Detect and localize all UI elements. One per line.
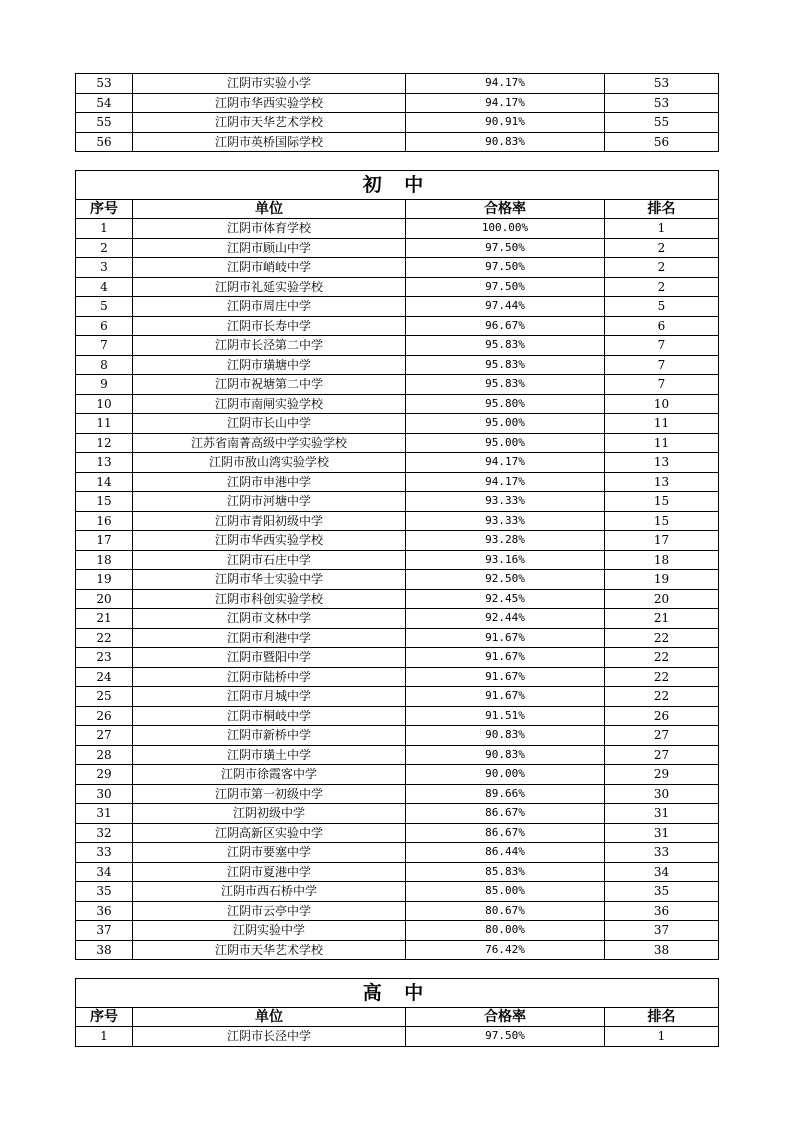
- pass-rate: 96.67%: [406, 316, 605, 336]
- rank: 22: [605, 667, 719, 687]
- junior-section-title: 初 中: [76, 171, 719, 200]
- table-row: [76, 862, 719, 882]
- rank: 1: [605, 219, 719, 239]
- row-number: 24: [76, 667, 133, 687]
- row-number: 25: [76, 687, 133, 707]
- table-row: [76, 394, 719, 414]
- rank: 18: [605, 550, 719, 570]
- rank: 31: [605, 804, 719, 824]
- table-row: [76, 113, 719, 133]
- row-number: 20: [76, 589, 133, 609]
- table-row: [76, 804, 719, 824]
- unit-name: 江阴市夏港中学: [133, 862, 406, 882]
- unit-name: 江阴市周庄中学: [133, 297, 406, 317]
- pass-rate: 94.17%: [406, 93, 605, 113]
- unit-name: 江阴高新区实验中学: [133, 823, 406, 843]
- rank: 22: [605, 648, 719, 668]
- row-number: 33: [76, 843, 133, 863]
- rank: 13: [605, 472, 719, 492]
- unit-name: 江阴市天华艺术学校: [133, 113, 406, 133]
- row-number: 15: [76, 492, 133, 512]
- unit-name: 江苏省南菁高级中学实验学校: [133, 433, 406, 453]
- unit-name: 江阴市青阳初级中学: [133, 511, 406, 531]
- rank: 37: [605, 921, 719, 941]
- pass-rate: 91.67%: [406, 667, 605, 687]
- pass-rate: 94.17%: [406, 74, 605, 94]
- rank: 11: [605, 433, 719, 453]
- rank: 56: [605, 132, 719, 152]
- row-number: 32: [76, 823, 133, 843]
- table-row: [76, 726, 719, 746]
- table-row: [76, 570, 719, 590]
- senior-table-body: [76, 1027, 719, 1047]
- table-row: [76, 316, 719, 336]
- row-number: 36: [76, 901, 133, 921]
- row-number: 9: [76, 375, 133, 395]
- pass-rate: 90.00%: [406, 765, 605, 785]
- rank: 38: [605, 940, 719, 960]
- table-row: [76, 921, 719, 941]
- row-number: 13: [76, 453, 133, 473]
- rank: 36: [605, 901, 719, 921]
- pass-rate: 86.44%: [406, 843, 605, 863]
- pass-rate: 95.83%: [406, 355, 605, 375]
- table-row: [76, 901, 719, 921]
- rank: 30: [605, 784, 719, 804]
- row-number: 27: [76, 726, 133, 746]
- senior-section-title: 高 中: [76, 979, 719, 1008]
- rank: 19: [605, 570, 719, 590]
- table-row: [76, 940, 719, 960]
- table-row: [76, 823, 719, 843]
- unit-name: 江阴市月城中学: [133, 687, 406, 707]
- pass-rate: 80.67%: [406, 901, 605, 921]
- rank: 29: [605, 765, 719, 785]
- rank: 27: [605, 745, 719, 765]
- pass-rate: 95.00%: [406, 414, 605, 434]
- pass-rate: 92.45%: [406, 589, 605, 609]
- header-no: 序号: [76, 1008, 133, 1027]
- table-row: [76, 843, 719, 863]
- table-row: [76, 765, 719, 785]
- row-number: 55: [76, 113, 133, 133]
- table-row: [76, 238, 719, 258]
- pass-rate: 100.00%: [406, 219, 605, 239]
- unit-name: 江阴市实验小学: [133, 74, 406, 94]
- table-row: [76, 492, 719, 512]
- table-row: [76, 336, 719, 356]
- rank: 11: [605, 414, 719, 434]
- pass-rate: 95.83%: [406, 375, 605, 395]
- table-row: [76, 277, 719, 297]
- row-number: 4: [76, 277, 133, 297]
- table-row: [76, 531, 719, 551]
- unit-name: 江阴市璜塘中学: [133, 355, 406, 375]
- pass-rate: 86.67%: [406, 823, 605, 843]
- unit-name: 江阴市南闸实验学校: [133, 394, 406, 414]
- rank: 17: [605, 531, 719, 551]
- unit-name: 江阴市天华艺术学校: [133, 940, 406, 960]
- rank: 20: [605, 589, 719, 609]
- table-row: [76, 648, 719, 668]
- row-number: 12: [76, 433, 133, 453]
- unit-name: 江阴市利港中学: [133, 628, 406, 648]
- table-row: [76, 882, 719, 902]
- unit-name: 江阴市科创实验学校: [133, 589, 406, 609]
- unit-name: 江阴市长泾第二中学: [133, 336, 406, 356]
- header-unit: 单位: [133, 200, 406, 219]
- table-row: [76, 355, 719, 375]
- table-row: [76, 687, 719, 707]
- rank: 5: [605, 297, 719, 317]
- pass-rate: 90.83%: [406, 745, 605, 765]
- pass-rate: 85.00%: [406, 882, 605, 902]
- unit-name: 江阴市华西实验学校: [133, 531, 406, 551]
- unit-name: 江阴市云亭中学: [133, 901, 406, 921]
- unit-name: 江阴市要塞中学: [133, 843, 406, 863]
- pass-rate: 86.67%: [406, 804, 605, 824]
- row-number: 3: [76, 258, 133, 278]
- unit-name: 江阴市华士实验中学: [133, 570, 406, 590]
- pass-rate: 93.16%: [406, 550, 605, 570]
- pass-rate: 76.42%: [406, 940, 605, 960]
- rank: 7: [605, 336, 719, 356]
- unit-name: 江阴市长山中学: [133, 414, 406, 434]
- row-number: 1: [76, 1027, 133, 1047]
- row-number: 34: [76, 862, 133, 882]
- table-row: [76, 550, 719, 570]
- unit-name: 江阴市顾山中学: [133, 238, 406, 258]
- unit-name: 江阴市长寿中学: [133, 316, 406, 336]
- table-row: [76, 414, 719, 434]
- row-number: 16: [76, 511, 133, 531]
- rank: 53: [605, 93, 719, 113]
- table-row: [76, 93, 719, 113]
- table-row: [76, 74, 719, 94]
- unit-name: 江阴市桐岐中学: [133, 706, 406, 726]
- row-number: 7: [76, 336, 133, 356]
- table-row: [76, 375, 719, 395]
- row-number: 5: [76, 297, 133, 317]
- rank: 22: [605, 628, 719, 648]
- junior-table-body: [76, 219, 719, 960]
- row-number: 30: [76, 784, 133, 804]
- rank: 7: [605, 375, 719, 395]
- row-number: 37: [76, 921, 133, 941]
- row-number: 8: [76, 355, 133, 375]
- pass-rate: 97.50%: [406, 277, 605, 297]
- pass-rate: 91.67%: [406, 648, 605, 668]
- rank: 10: [605, 394, 719, 414]
- unit-name: 江阴市文林中学: [133, 609, 406, 629]
- table-row: [76, 667, 719, 687]
- rank: 2: [605, 238, 719, 258]
- pass-rate: 97.50%: [406, 1027, 605, 1047]
- pass-rate: 97.44%: [406, 297, 605, 317]
- unit-name: 江阴市长泾中学: [133, 1027, 406, 1047]
- pass-rate: 90.91%: [406, 113, 605, 133]
- header-rank: 排名: [605, 200, 719, 219]
- pass-rate: 94.17%: [406, 453, 605, 473]
- rank: 15: [605, 492, 719, 512]
- rank: 21: [605, 609, 719, 629]
- rank: 31: [605, 823, 719, 843]
- pass-rate: 89.66%: [406, 784, 605, 804]
- pass-rate: 93.28%: [406, 531, 605, 551]
- unit-name: 江阴市徐霞客中学: [133, 765, 406, 785]
- table-row: [76, 706, 719, 726]
- pass-rate: 94.17%: [406, 472, 605, 492]
- table-row: [76, 132, 719, 152]
- pass-rate: 95.83%: [406, 336, 605, 356]
- pass-rate: 91.67%: [406, 687, 605, 707]
- row-number: 14: [76, 472, 133, 492]
- row-number: 18: [76, 550, 133, 570]
- table-row: [76, 297, 719, 317]
- table-row: [76, 258, 719, 278]
- row-number: 22: [76, 628, 133, 648]
- rank: 13: [605, 453, 719, 473]
- unit-name: 江阴市暨阳中学: [133, 648, 406, 668]
- pass-rate: 90.83%: [406, 726, 605, 746]
- table-row: [76, 453, 719, 473]
- rank: 33: [605, 843, 719, 863]
- pass-rate: 90.83%: [406, 132, 605, 152]
- unit-name: 江阴市陆桥中学: [133, 667, 406, 687]
- table-row: [76, 219, 719, 239]
- unit-name: 江阴市峭岐中学: [133, 258, 406, 278]
- pass-rate: 95.80%: [406, 394, 605, 414]
- pass-rate: 97.50%: [406, 238, 605, 258]
- row-number: 35: [76, 882, 133, 902]
- row-number: 11: [76, 414, 133, 434]
- row-number: 56: [76, 132, 133, 152]
- table-row: [76, 472, 719, 492]
- pass-rate: 93.33%: [406, 511, 605, 531]
- header-rank: 排名: [605, 1008, 719, 1027]
- unit-name: 江阴市英桥国际学校: [133, 132, 406, 152]
- rank: 34: [605, 862, 719, 882]
- table-row: [76, 511, 719, 531]
- rank: 26: [605, 706, 719, 726]
- row-number: 6: [76, 316, 133, 336]
- unit-name: 江阴市新桥中学: [133, 726, 406, 746]
- pass-rate: 95.00%: [406, 433, 605, 453]
- header-unit: 单位: [133, 1008, 406, 1027]
- table-row: [76, 433, 719, 453]
- table-row: [76, 628, 719, 648]
- table-row: [76, 1027, 719, 1047]
- row-number: 1: [76, 219, 133, 239]
- row-number: 19: [76, 570, 133, 590]
- row-number: 23: [76, 648, 133, 668]
- unit-name: 江阴市华西实验学校: [133, 93, 406, 113]
- header-rate: 合格率: [406, 1008, 605, 1027]
- header-rate: 合格率: [406, 200, 605, 219]
- unit-name: 江阴市西石桥中学: [133, 882, 406, 902]
- table-row: [76, 784, 719, 804]
- table-row: [76, 609, 719, 629]
- row-number: 38: [76, 940, 133, 960]
- unit-name: 江阴市体育学校: [133, 219, 406, 239]
- unit-name: 江阴市祝塘第二中学: [133, 375, 406, 395]
- row-number: 29: [76, 765, 133, 785]
- row-number: 26: [76, 706, 133, 726]
- pass-rate: 92.50%: [406, 570, 605, 590]
- pass-rate: 97.50%: [406, 258, 605, 278]
- rank: 7: [605, 355, 719, 375]
- unit-name: 江阴市申港中学: [133, 472, 406, 492]
- rank: 2: [605, 277, 719, 297]
- unit-name: 江阴初级中学: [133, 804, 406, 824]
- senior-table: [75, 978, 719, 1047]
- primary-table-body: [76, 74, 719, 152]
- unit-name: 江阴市礼延实验学校: [133, 277, 406, 297]
- row-number: 54: [76, 93, 133, 113]
- table-row: [76, 745, 719, 765]
- primary-table-tail: [75, 73, 719, 152]
- rank: 2: [605, 258, 719, 278]
- unit-name: 江阴实验中学: [133, 921, 406, 941]
- unit-name: 江阴市敔山湾实验学校: [133, 453, 406, 473]
- pass-rate: 92.44%: [406, 609, 605, 629]
- unit-name: 江阴市璜土中学: [133, 745, 406, 765]
- rank: 6: [605, 316, 719, 336]
- pass-rate: 91.67%: [406, 628, 605, 648]
- table-row: [76, 589, 719, 609]
- rank: 1: [605, 1027, 719, 1047]
- pass-rate: 80.00%: [406, 921, 605, 941]
- rank: 15: [605, 511, 719, 531]
- row-number: 2: [76, 238, 133, 258]
- unit-name: 江阴市第一初级中学: [133, 784, 406, 804]
- junior-table: [75, 170, 719, 960]
- pass-rate: 91.51%: [406, 706, 605, 726]
- rank: 55: [605, 113, 719, 133]
- rank: 35: [605, 882, 719, 902]
- rank: 53: [605, 74, 719, 94]
- pass-rate: 93.33%: [406, 492, 605, 512]
- row-number: 53: [76, 74, 133, 94]
- row-number: 17: [76, 531, 133, 551]
- row-number: 31: [76, 804, 133, 824]
- rank: 27: [605, 726, 719, 746]
- row-number: 10: [76, 394, 133, 414]
- unit-name: 江阴市河塘中学: [133, 492, 406, 512]
- row-number: 28: [76, 745, 133, 765]
- header-no: 序号: [76, 200, 133, 219]
- unit-name: 江阴市石庄中学: [133, 550, 406, 570]
- rank: 22: [605, 687, 719, 707]
- row-number: 21: [76, 609, 133, 629]
- pass-rate: 85.83%: [406, 862, 605, 882]
